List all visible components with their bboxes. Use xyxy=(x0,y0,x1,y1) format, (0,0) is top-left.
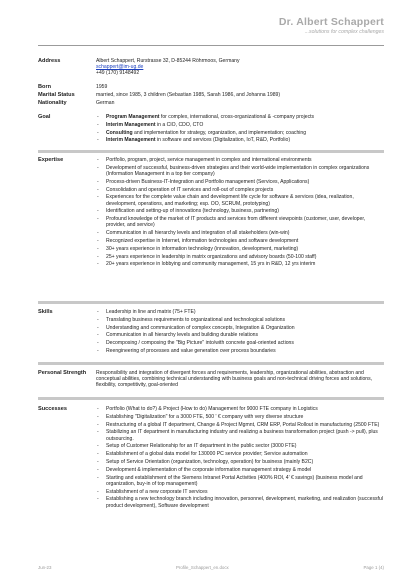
skills-label: Skills xyxy=(38,309,53,315)
born-label: Born xyxy=(38,84,52,90)
successes-item: - Establishment of a global data model for 130000 PC service provider; Service automation xyxy=(96,451,384,457)
footer-page-number: Page 1 (4) xyxy=(363,565,384,570)
successes-item: - Starting and establishment of the Siemens Intranet Portal Activities (400% ROI, 4' € savings) (business model and organization, buy-in of top management) xyxy=(96,475,384,487)
successes-item: - Establishing "Digitalization" for a 3000 FTE, 500 ' € company with very diverse structure xyxy=(96,414,384,420)
expertise-item: - Development of successful, business-driven strategies and their world-wide implementation in complex organizations (Information Management in a top tier company) xyxy=(96,165,384,177)
successes-item: - Restructuring of a global IT department, Change & Project Mgmnt, CRM ERP, Portal Rollout in manufacturing (2500 FTE) xyxy=(96,422,384,428)
goal-item xyxy=(96,122,384,128)
expertise-item: - Communication in all hierarchy levels and integration of all stakeholders (win-win) xyxy=(96,230,384,236)
goal-item-bold: Interim Management xyxy=(106,121,156,128)
expertise-item: - Portfolio, program, project, service management in complex and international environments xyxy=(96,157,384,163)
successes-content xyxy=(96,406,384,510)
address-line: Albert Schappert, Rurstrasse 32, D-85244 Röhrmoos, Germany xyxy=(96,58,240,64)
expertise-item: - 20+ years experience in lobbying and community management, 15 yrs in R&D, 12 yrs interim xyxy=(96,261,384,267)
footer-filename: Profile_Schappert_en.docx xyxy=(176,565,229,570)
header-tagline: ...solutions for complex challenges xyxy=(304,29,384,35)
email-link[interactable]: schappert@im-ug.de xyxy=(96,64,144,71)
successes-item: - Establishment of a new corporate IT services xyxy=(96,489,384,495)
skills-item: - Leadership in line and matrix (75+ FTE) xyxy=(96,309,384,315)
section-divider xyxy=(38,397,384,400)
successes-item: - Setup of Service Orientation (organization, technology, operation) for business (mainly B2C) xyxy=(96,459,384,465)
goal-item xyxy=(96,137,384,143)
header-name: Dr. Albert Schappert xyxy=(278,16,384,28)
successes-item: - Establishing a new technology branch including innovation, personnel, development, marketing, and realization (successful product development), Software development xyxy=(96,496,384,508)
section-divider xyxy=(38,362,384,365)
expertise-content xyxy=(96,157,384,269)
expertise-item: - Identification and setting-up of innovations (technology, business, partnering) xyxy=(96,208,384,214)
footer-date: Jun-23 xyxy=(38,565,52,570)
goal-item-bold: Interim Management xyxy=(106,137,156,144)
expertise-item: - Experiences for the complete value chain and development life cycle for software & services (idea, realization, development, operations, and marketing; esp. OO, SCRUM, prototyping) xyxy=(96,194,384,206)
phone-number: +49 (170) 9148492 xyxy=(96,70,140,77)
section-divider xyxy=(38,150,384,153)
goal-item-text: in software and services (Digitalization, IoT, R&D, Portfolio) xyxy=(155,137,291,144)
skills-content xyxy=(96,309,384,356)
goal-item-bold: Consulting xyxy=(106,129,133,136)
expertise-item: - Recognized expertise in Internet, information technologies and software development xyxy=(96,238,384,244)
nationality-label: Nationality xyxy=(38,100,67,106)
header-divider xyxy=(38,45,384,46)
skills-item: - Reengineering of processes and value generation over process boundaries xyxy=(96,348,384,354)
expertise-item: - 25+ years experience in leadership in matrix organizations and advisory boards (50-100 staff) xyxy=(96,254,384,260)
strength-text: Responsibility and integration of divergent forces and requirements, leadership, organizational abilities, abstraction and conceptual abilities, combining technical understanding with business goals and non-technical driving forces and solutions, flexibility, competitivity, goal-oriented xyxy=(96,370,373,389)
goal-item xyxy=(96,114,384,120)
goal-content xyxy=(96,114,384,145)
successes-item: - Development & implementation of the corporate information management strategy & model xyxy=(96,467,384,473)
skills-item: - Decomposing / composing the "Big Picture" into/with concrete goal-oriented actions xyxy=(96,340,384,346)
skills-item: - Understanding and communication of complex concepts, Integration & Organization xyxy=(96,325,384,331)
marital-label: Marital Status xyxy=(38,92,75,98)
marital-value: married, since 1985, 3 children (Sebastian 1985, Sarah 1986, and Johanna 1989) xyxy=(96,92,281,98)
goal-item xyxy=(96,130,384,136)
goal-item-text: for complex, international, cross-organizational & -company projects xyxy=(159,114,315,120)
goal-item-text: and implementation for strategy, organization, and implementation; coaching xyxy=(132,129,307,136)
section-divider xyxy=(38,301,384,304)
address-content xyxy=(96,58,384,77)
expertise-item: - Consolidation and operation of IT services and roll-out of complex projects xyxy=(96,187,384,193)
expertise-item: - Profound knowledge of the market of IT products and services from different viewpoints (customer, user, developer, provider, and service) xyxy=(96,216,384,228)
address-label: Address xyxy=(38,58,61,64)
born-value: 1959 xyxy=(96,84,108,90)
successes-item: - Portfolio (What to do?) & Project (How to do) Management for 9000 FTE company in Logistics xyxy=(96,406,384,412)
successes-item: - Stabilizing an IT department in manufacturing industry and realizing a business transformation project (push -> pull), plus outsourcing. xyxy=(96,429,384,441)
goal-label: Goal xyxy=(38,114,51,120)
skills-item: - Translating business requirements to organizational and technological solutions xyxy=(96,317,384,323)
successes-label: Successes xyxy=(38,406,67,412)
expertise-label: Expertise xyxy=(38,157,64,163)
expertise-item: - Process-driven Business-IT-Integration and Portfolio management (Services, Applications) xyxy=(96,179,384,185)
successes-item: - Setup of Customer Relationship for an IT department in the public sector (3000 FTE) xyxy=(96,443,384,449)
expertise-item: - 30+ years experience in information technology (innovation, development, marketing) xyxy=(96,246,384,252)
goal-item-bold: Program Management xyxy=(106,114,160,120)
nationality-value: German xyxy=(96,100,115,106)
goal-item-text: in a CIO, CDO, CTO xyxy=(155,121,204,128)
strength-label: Personal Strength xyxy=(38,370,87,376)
skills-item: - Communication in all hierarchy levels and building durable relations xyxy=(96,332,384,338)
